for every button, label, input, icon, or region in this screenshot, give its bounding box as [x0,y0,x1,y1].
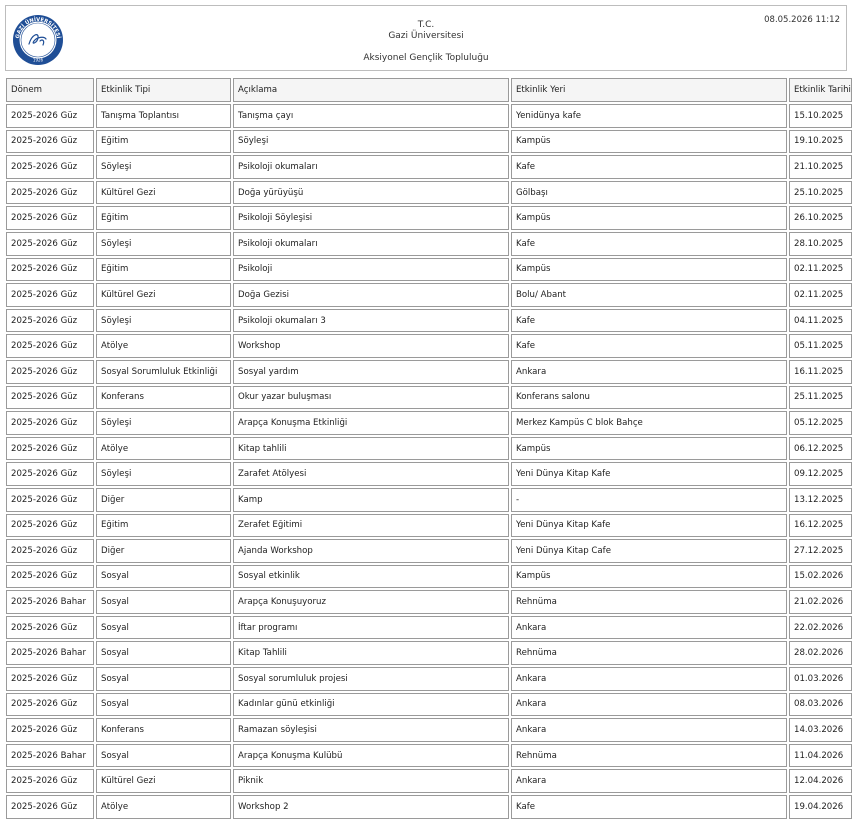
cell-etkinlik-tarihi: 22.02.2026 [789,616,852,640]
cell-donem: 2025-2026 Güz [6,769,94,793]
cell-etkinlik-tipi: Eğitim [96,514,231,538]
title-line-1: T.C. [417,20,435,30]
cell-etkinlik-tarihi: 02.11.2025 [789,258,852,282]
table-row [6,411,852,435]
table-row [6,130,852,154]
cell-aciklama: Kitap Tahlili [233,641,509,665]
cell-etkinlik-yeri: Kafe [511,334,787,358]
cell-etkinlik-tipi: Sosyal [96,590,231,614]
logo-text: GAZİ ÜNİVERSİTESİ [15,16,61,39]
cell-etkinlik-yeri: Yeni Dünya Kitap Cafe [511,539,787,563]
cell-etkinlik-yeri: Merkez Kampüs C blok Bahçe [511,411,787,435]
cell-etkinlik-yeri: Kampüs [511,437,787,461]
cell-donem: 2025-2026 Güz [6,667,94,691]
table-row [6,539,852,563]
cell-aciklama: Doğa Gezisi [233,283,509,307]
cell-etkinlik-tipi: Sosyal [96,641,231,665]
cell-etkinlik-tarihi: 15.10.2025 [789,104,852,128]
cell-etkinlik-yeri: Ankara [511,769,787,793]
cell-donem: 2025-2026 Güz [6,462,94,486]
cell-aciklama: Psikoloji Söyleşisi [233,206,509,230]
cell-etkinlik-tipi: Atölye [96,795,231,819]
cell-etkinlik-tipi: Eğitim [96,130,231,154]
cell-donem: 2025-2026 Güz [6,539,94,563]
table-row [6,769,852,793]
cell-etkinlik-tipi: Atölye [96,437,231,461]
table-body [6,104,852,819]
cell-etkinlik-yeri: Kafe [511,232,787,256]
cell-etkinlik-yeri: Kafe [511,155,787,179]
cell-etkinlik-tipi: Diğer [96,539,231,563]
cell-etkinlik-yeri: Kafe [511,795,787,819]
cell-etkinlik-tarihi: 19.04.2026 [789,795,852,819]
cell-aciklama: İftar programı [233,616,509,640]
cell-etkinlik-tipi: Diğer [96,488,231,512]
cell-etkinlik-tipi: Kültürel Gezi [96,283,231,307]
cell-donem: 2025-2026 Güz [6,309,94,333]
cell-etkinlik-yeri: Konferans salonu [511,386,787,410]
table-row [6,258,852,282]
column-header-etkinlik-tarihi: Etkinlik Tarihi [789,78,852,102]
cell-etkinlik-tarihi: 04.11.2025 [789,309,852,333]
cell-aciklama: Piknik [233,769,509,793]
cell-etkinlik-tipi: Söyleşi [96,411,231,435]
cell-etkinlik-tarihi: 06.12.2025 [789,437,852,461]
cell-etkinlik-yeri: Ankara [511,616,787,640]
table-header-row [6,78,852,102]
cell-etkinlik-tipi: Tanışma Toplantısı [96,104,231,128]
cell-etkinlik-tarihi: 28.02.2026 [789,641,852,665]
cell-aciklama: Sosyal yardım [233,360,509,384]
cell-aciklama: Psikoloji okumaları [233,155,509,179]
cell-etkinlik-tarihi: 02.11.2025 [789,283,852,307]
report-header [5,5,847,71]
cell-etkinlik-yeri: Ankara [511,360,787,384]
cell-etkinlik-yeri: Yenidünya kafe [511,104,787,128]
cell-etkinlik-tipi: Eğitim [96,258,231,282]
cell-etkinlik-tarihi: 25.11.2025 [789,386,852,410]
cell-donem: 2025-2026 Güz [6,795,94,819]
cell-etkinlik-tarihi: 05.12.2025 [789,411,852,435]
cell-aciklama: Psikoloji okumaları [233,232,509,256]
cell-donem: 2025-2026 Güz [6,334,94,358]
table-row [6,565,852,589]
cell-etkinlik-tipi: Sosyal [96,616,231,640]
cell-aciklama: Workshop [233,334,509,358]
cell-etkinlik-tarihi: 13.12.2025 [789,488,852,512]
cell-etkinlik-tarihi: 16.12.2025 [789,514,852,538]
cell-aciklama: Doğa yürüyüşü [233,181,509,205]
cell-donem: 2025-2026 Güz [6,258,94,282]
cell-etkinlik-yeri: Yeni Dünya Kitap Kafe [511,462,787,486]
table-row [6,590,852,614]
cell-etkinlik-tipi: Söyleşi [96,309,231,333]
cell-etkinlik-yeri: Rehnüma [511,744,787,768]
table-row [6,360,852,384]
column-header-donem: Dönem [6,78,94,102]
cell-donem: 2025-2026 Güz [6,693,94,717]
cell-donem: 2025-2026 Güz [6,181,94,205]
cell-aciklama: Tanışma çayı [233,104,509,128]
table-row [6,206,852,230]
cell-aciklama: Zarafet Atölyesi [233,462,509,486]
cell-etkinlik-tarihi: 11.04.2026 [789,744,852,768]
cell-etkinlik-yeri: Kampüs [511,565,787,589]
cell-aciklama: Zerafet Eğitimi [233,514,509,538]
cell-etkinlik-tipi: Konferans [96,718,231,742]
cell-etkinlik-tipi: Sosyal [96,565,231,589]
cell-aciklama: Arapça Konuşma Kulübü [233,744,509,768]
cell-aciklama: Söyleşi [233,130,509,154]
cell-etkinlik-yeri: Yeni Dünya Kitap Kafe [511,514,787,538]
table-row [6,232,852,256]
table-row [6,181,852,205]
table-row [6,667,852,691]
table-row [6,462,852,486]
cell-etkinlik-yeri: Kampüs [511,258,787,282]
table-row [6,437,852,461]
cell-etkinlik-tipi: Eğitim [96,206,231,230]
cell-aciklama: Psikoloji [233,258,509,282]
cell-etkinlik-tarihi: 21.02.2026 [789,590,852,614]
table-row [6,514,852,538]
cell-etkinlik-tarihi: 14.03.2026 [789,718,852,742]
report-timestamp: 08.05.2026 11:12 [764,15,840,25]
cell-etkinlik-tarihi: 05.11.2025 [789,334,852,358]
cell-donem: 2025-2026 Güz [6,283,94,307]
cell-etkinlik-tarihi: 15.02.2026 [789,565,852,589]
cell-etkinlik-yeri: Rehnüma [511,641,787,665]
cell-etkinlik-tarihi: 12.04.2026 [789,769,852,793]
cell-etkinlik-yeri: Rehnüma [511,590,787,614]
cell-aciklama: Psikoloji okumaları 3 [233,309,509,333]
cell-etkinlik-tipi: Sosyal [96,693,231,717]
column-header-aciklama: Açıklama [233,78,509,102]
column-header-etkinlik-tipi: Etkinlik Tipi [96,78,231,102]
cell-donem: 2025-2026 Güz [6,565,94,589]
cell-etkinlik-yeri: Ankara [511,667,787,691]
cell-etkinlik-yeri: Ankara [511,718,787,742]
cell-donem: 2025-2026 Bahar [6,641,94,665]
table-row [6,616,852,640]
cell-etkinlik-yeri: Kafe [511,309,787,333]
cell-donem: 2025-2026 Güz [6,411,94,435]
cell-donem: 2025-2026 Güz [6,488,94,512]
cell-aciklama: Kitap tahlili [233,437,509,461]
table-row [6,386,852,410]
table-row [6,283,852,307]
cell-aciklama: Workshop 2 [233,795,509,819]
cell-etkinlik-yeri: Gölbaşı [511,181,787,205]
table-row [6,641,852,665]
column-header-etkinlik-yeri: Etkinlik Yeri [511,78,787,102]
cell-etkinlik-yeri: Ankara [511,693,787,717]
table-row [6,334,852,358]
cell-etkinlik-tipi: Kültürel Gezi [96,769,231,793]
logo-year: 1926 [32,57,44,63]
cell-donem: 2025-2026 Bahar [6,590,94,614]
cell-etkinlik-tipi: Konferans [96,386,231,410]
table-row [6,155,852,179]
cell-aciklama: Sosyal sorumluluk projesi [233,667,509,691]
cell-etkinlik-tarihi: 28.10.2025 [789,232,852,256]
cell-etkinlik-yeri: - [511,488,787,512]
cell-etkinlik-tarihi: 25.10.2025 [789,181,852,205]
cell-donem: 2025-2026 Güz [6,514,94,538]
cell-etkinlik-tipi: Söyleşi [96,232,231,256]
cell-donem: 2025-2026 Güz [6,360,94,384]
cell-aciklama: Okur yazar buluşması [233,386,509,410]
cell-donem: 2025-2026 Güz [6,616,94,640]
cell-etkinlik-tarihi: 26.10.2025 [789,206,852,230]
cell-aciklama: Kadınlar günü etkinliği [233,693,509,717]
cell-etkinlik-yeri: Bolu/ Abant [511,283,787,307]
table-row [6,718,852,742]
cell-etkinlik-tipi: Söyleşi [96,155,231,179]
cell-etkinlik-tarihi: 16.11.2025 [789,360,852,384]
table-row [6,744,852,768]
cell-donem: 2025-2026 Güz [6,437,94,461]
cell-etkinlik-tarihi: 08.03.2026 [789,693,852,717]
cell-etkinlik-tipi: Sosyal [96,744,231,768]
title-line-3: Aksiyonel Gençlik Topluluğu [363,53,489,63]
table-row [6,309,852,333]
cell-donem: 2025-2026 Güz [6,386,94,410]
cell-aciklama: Kamp [233,488,509,512]
cell-donem: 2025-2026 Güz [6,232,94,256]
cell-etkinlik-tarihi: 27.12.2025 [789,539,852,563]
cell-aciklama: Arapça Konuşuyoruz [233,590,509,614]
cell-donem: 2025-2026 Güz [6,104,94,128]
cell-aciklama: Ramazan söyleşisi [233,718,509,742]
table-row [6,693,852,717]
cell-donem: 2025-2026 Bahar [6,744,94,768]
cell-aciklama: Arapça Konuşma Etkinliği [233,411,509,435]
cell-donem: 2025-2026 Güz [6,718,94,742]
cell-etkinlik-tarihi: 09.12.2025 [789,462,852,486]
cell-donem: 2025-2026 Güz [6,155,94,179]
activities-table [4,76,853,821]
cell-etkinlik-tipi: Kültürel Gezi [96,181,231,205]
cell-aciklama: Sosyal etkinlik [233,565,509,589]
table-row [6,488,852,512]
table-row [6,795,852,819]
table-row [6,104,852,128]
cell-etkinlik-tipi: Söyleşi [96,462,231,486]
cell-aciklama: Ajanda Workshop [233,539,509,563]
cell-etkinlik-yeri: Kampüs [511,130,787,154]
cell-donem: 2025-2026 Güz [6,206,94,230]
cell-etkinlik-tarihi: 01.03.2026 [789,667,852,691]
cell-etkinlik-yeri: Kampüs [511,206,787,230]
cell-etkinlik-tipi: Sosyal [96,667,231,691]
header-titles [6,20,846,64]
cell-etkinlik-tarihi: 19.10.2025 [789,130,852,154]
cell-etkinlik-tipi: Sosyal Sorumluluk Etkinliği [96,360,231,384]
cell-etkinlik-tarihi: 21.10.2025 [789,155,852,179]
cell-donem: 2025-2026 Güz [6,130,94,154]
cell-etkinlik-tipi: Atölye [96,334,231,358]
title-line-2: Gazi Üniversitesi [388,31,464,41]
